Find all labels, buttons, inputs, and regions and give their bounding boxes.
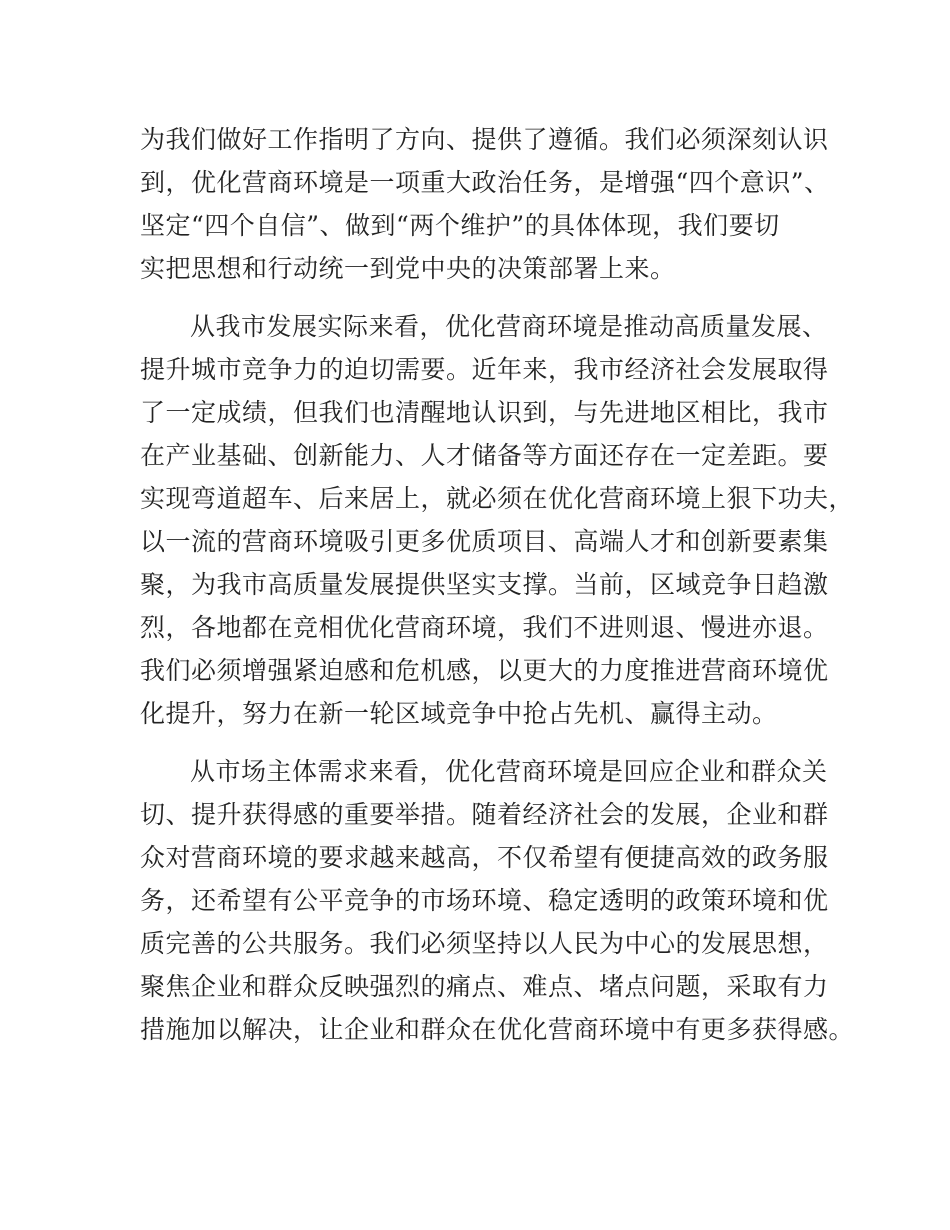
text-line: 切、提升获得感的重要举措。随着经济社会的发展，企业和群 [140, 800, 829, 829]
text-line: 质完善的公共服务。我们必须坚持以人民为中心的发展思想， [140, 929, 829, 958]
text-line: 提升城市竞争力的迫切需要。近年来，我市经济社会发展取得 [140, 355, 829, 384]
text-line: 了一定成绩，但我们也清醒地认识到，与先进地区相比，我市 [140, 398, 829, 427]
text-line: 在产业基础、创新能力、人才储备等方面还存在一定差距。要 [140, 441, 829, 470]
text-line: 烈，各地都在竞相优化营商环境，我们不进则退、慢进亦退。 [140, 613, 829, 642]
text-line: 措施加以解决，让企业和群众在优化营商环境中有更多获得感。 [140, 1015, 855, 1044]
text-line: 实把思想和行动统一到党中央的决策部署上来。 [140, 254, 676, 283]
paragraph-3 [140, 750, 855, 1051]
text-line: 聚焦企业和群众反映强烈的痛点、难点、堵点问题，采取有力 [140, 972, 829, 1001]
text-line: 以一流的营商环境吸引更多优质项目、高端人才和创新要素集 [140, 527, 829, 556]
text-line: 从市场主体需求来看，优化营商环境是回应企业和群众关 [190, 757, 828, 786]
document-body [140, 118, 855, 1066]
text-line: 务，还希望有公平竞争的市场环境、稳定透明的政策环境和优 [140, 886, 829, 915]
paragraph-1 [140, 118, 830, 290]
text-line: 为我们做好工作指明了方向、提供了遵循。我们必须深刻认识 [140, 125, 829, 154]
text-line: 坚定“四个自信”、做到“两个维护”的具体体现，我们要切 [140, 211, 780, 240]
text-line: 我们必须增强紧迫感和危机感，以更大的力度推进营商环境优 [140, 656, 829, 685]
text-line: 到，优化营商环境是一项重大政治任务，是增强“四个意识”、 [140, 168, 830, 197]
text-line: 聚，为我市高质量发展提供坚实支撑。当前，区域竞争日趋激 [140, 570, 829, 599]
text-line: 实现弯道超车、后来居上，就必须在优化营商环境上狠下功夫， [140, 484, 855, 513]
text-line: 众对营商环境的要求越来越高，不仅希望有便捷高效的政务服 [140, 843, 829, 872]
text-line: 从我市发展实际来看，优化营商环境是推动高质量发展、 [190, 312, 828, 341]
text-line: 化提升，努力在新一轮区域竞争中抢占先机、赢得主动。 [140, 699, 778, 728]
paragraph-2 [140, 305, 855, 735]
